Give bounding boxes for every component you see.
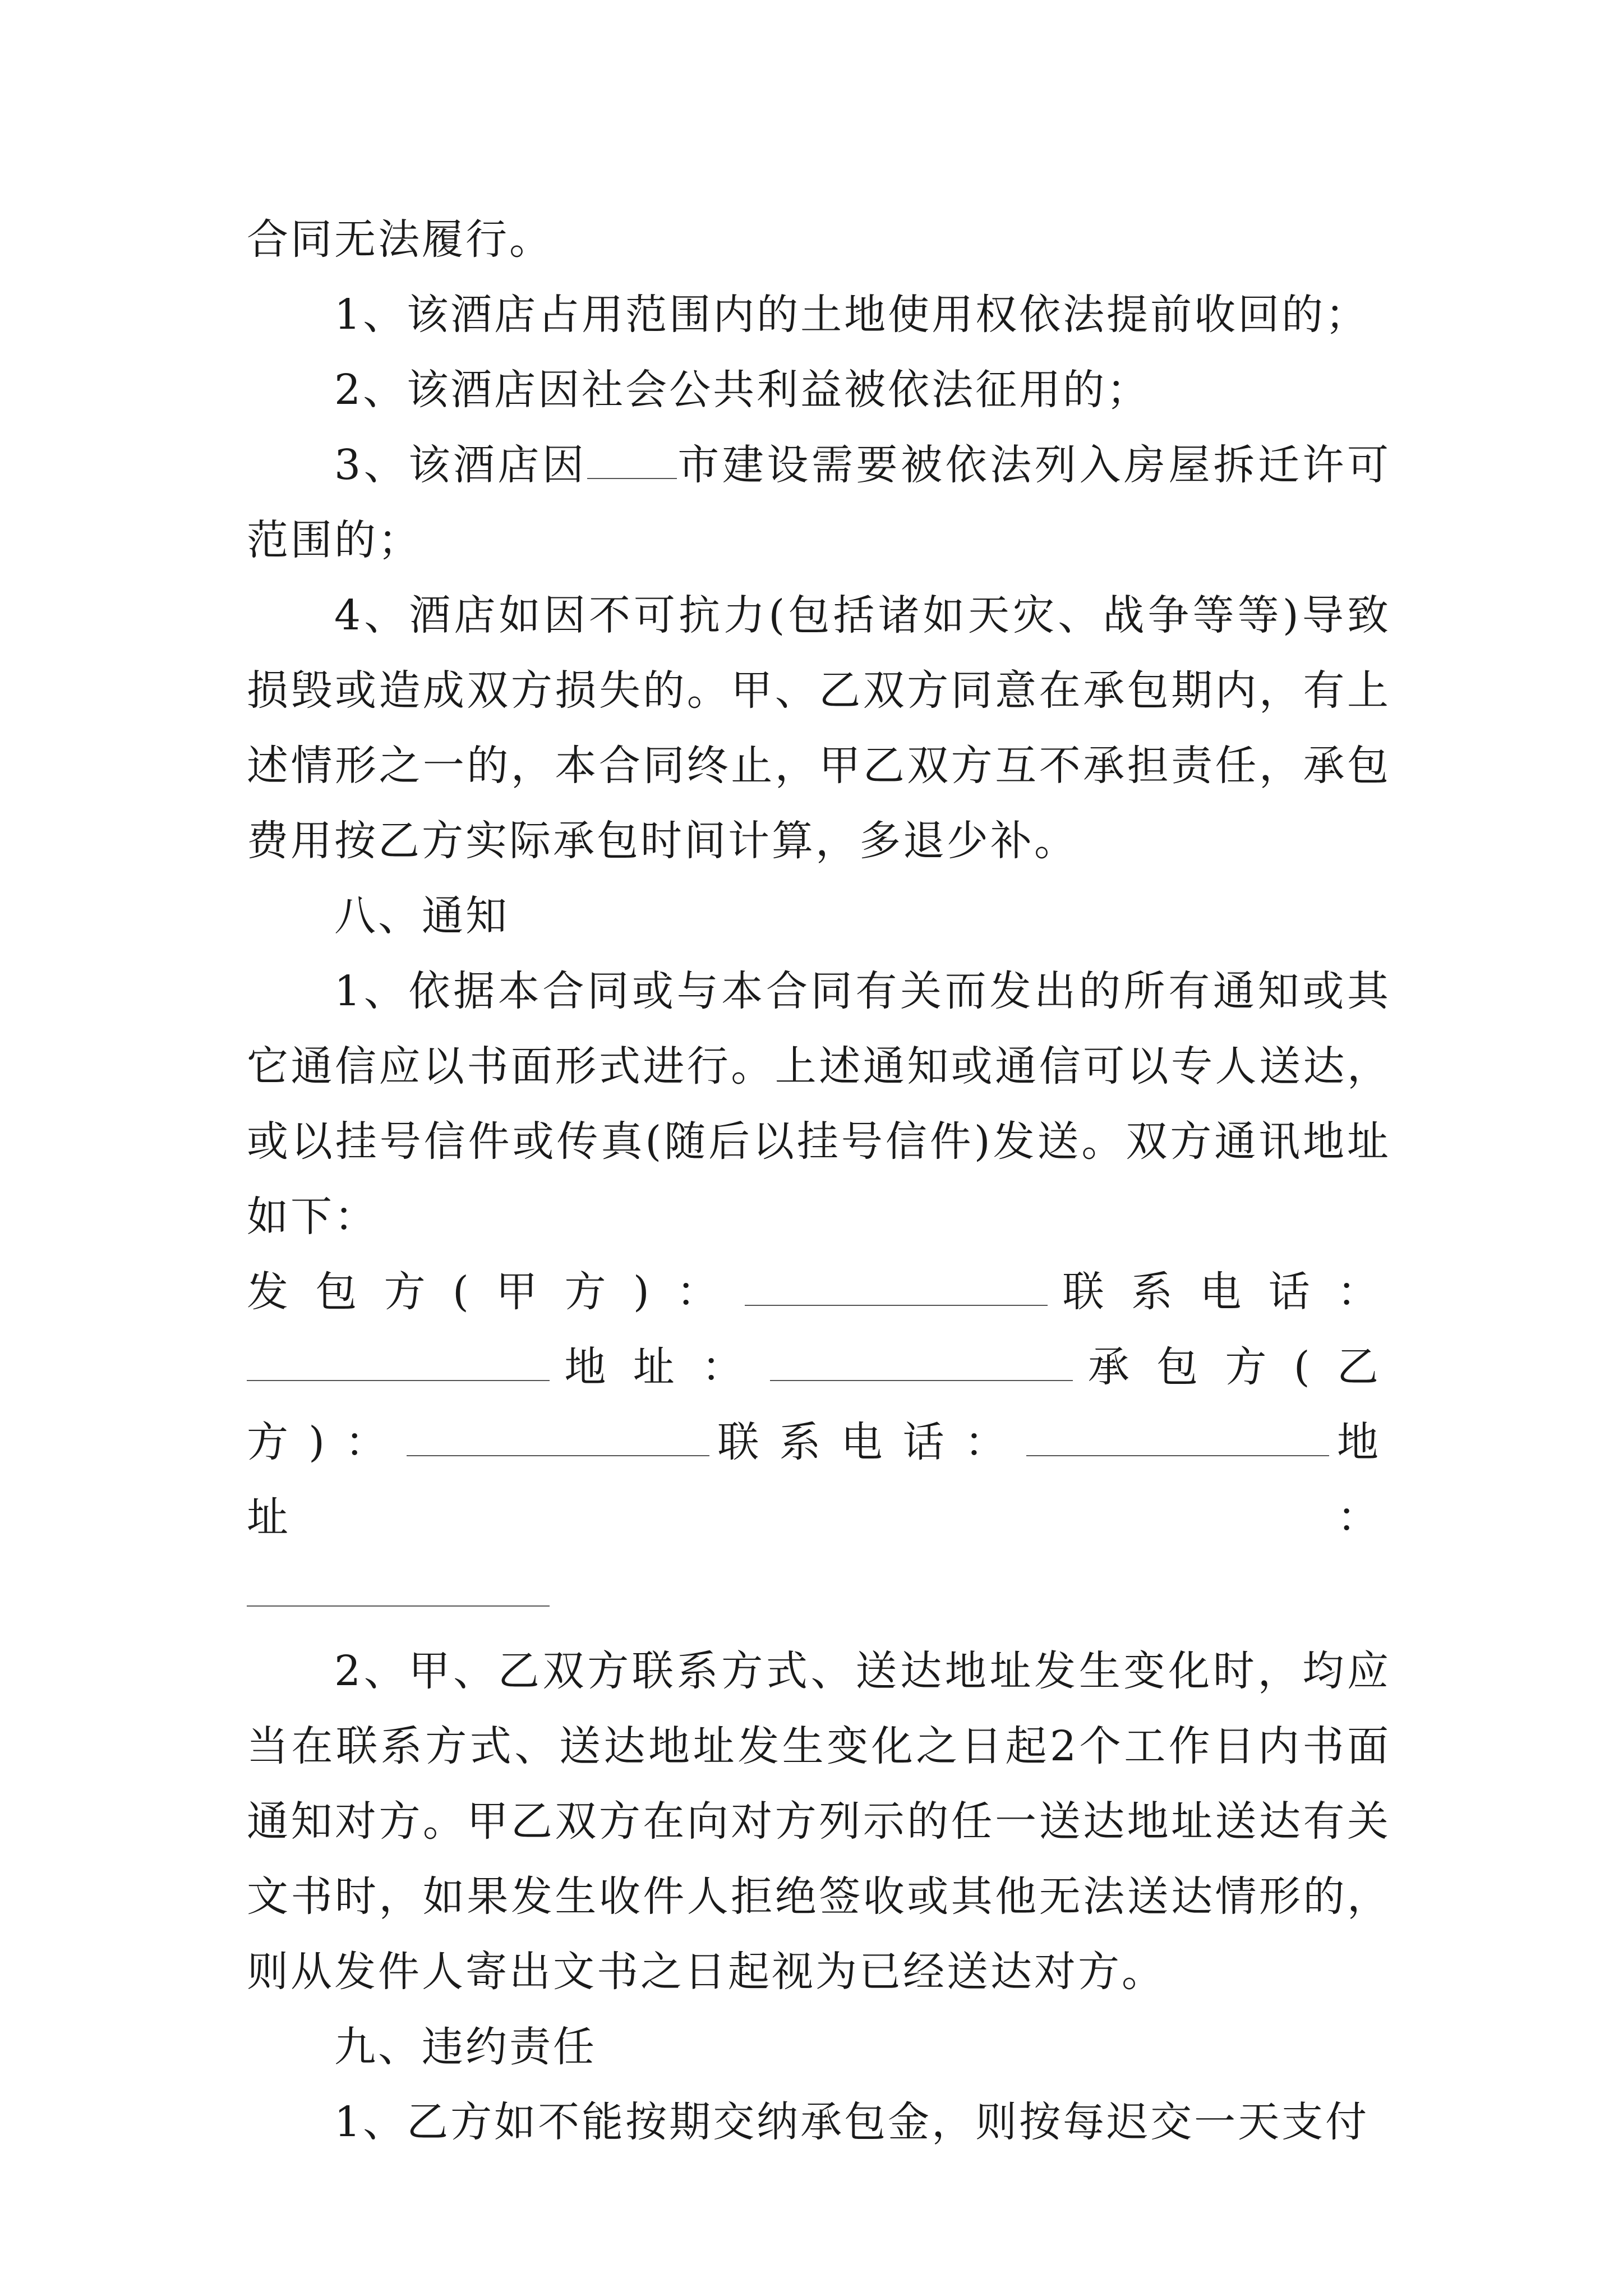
paragraph-text: 4、酒店如因不可抗力(包括诸如天灾、战争等等)导致损毁或造成双方损失的。甲、乙双方同意在承包期内，有上述情形之一的，本合同终止，甲乙双方互不承担责任，承包费用按乙方实际承包时间计算，多退少补。 bbox=[247, 591, 1391, 865]
section-heading-liability bbox=[247, 2009, 1391, 2085]
clause-7-item-4 bbox=[247, 578, 1391, 878]
paragraph-text: 1、依据本合同或与本合同有关而发出的所有通知或其它通信应以书面形式进行。上述通知或通信可以专人送达，或以挂号信件或传真(随后以挂号信件)发送。双方通讯地址如下： bbox=[247, 967, 1391, 1241]
paragraph-text: 2、甲、乙双方联系方式、送达地址发生变化时，均应当在联系方式、送达地址发生变化之日起2个工作日内书面通知对方。甲乙双方在向对方列示的任一送达地址送达有关文书时，如果发生收件人拒绝签收或其他无法送达情形的，则从发件人寄出文书之日起视为已经送达对方。 bbox=[247, 1647, 1391, 1996]
contact-info-last-line bbox=[247, 1555, 1391, 1630]
contact-info-block bbox=[247, 1254, 1391, 1555]
clause-9-item-1 bbox=[247, 2085, 1391, 2160]
section-heading: 九、违约责任 bbox=[334, 2023, 597, 2071]
address-label: 地址： bbox=[247, 1418, 1391, 1542]
fill-in-blank-city bbox=[587, 439, 677, 479]
party-a-label: 发包方(甲方)： bbox=[247, 1268, 745, 1316]
clause-8-item-1 bbox=[247, 954, 1391, 1254]
fill-in-blank-phone-b bbox=[1026, 1416, 1329, 1456]
fill-in-blank-phone-a bbox=[247, 1341, 550, 1381]
paragraph-text: 市建设需要被依法列入房屋拆迁许可范围的； bbox=[247, 441, 1391, 564]
paragraph-text: 3、该酒店因 bbox=[334, 441, 587, 489]
section-heading: 八、通知 bbox=[334, 892, 509, 940]
party-b-label: 承包方(乙方)： bbox=[247, 1343, 1391, 1466]
phone-label: 联系电话： bbox=[1048, 1268, 1391, 1316]
paragraph-continuation bbox=[247, 202, 1391, 277]
section-heading-notice bbox=[247, 878, 1391, 954]
fill-in-blank-address-a bbox=[770, 1341, 1073, 1381]
clause-7-item-1 bbox=[247, 277, 1391, 352]
paragraph-text: 合同无法履行。 bbox=[247, 215, 553, 264]
paragraph-text: 1、乙方如不能按期交纳承包金，则按每迟交一天支付 bbox=[334, 2098, 1370, 2146]
clause-7-item-2 bbox=[247, 352, 1391, 427]
clause-8-item-2 bbox=[247, 1634, 1391, 2009]
address-label: 地址： bbox=[550, 1343, 771, 1391]
clause-7-item-3 bbox=[247, 427, 1391, 578]
document-body bbox=[247, 202, 1391, 2160]
phone-label: 联系电话： bbox=[709, 1418, 1026, 1466]
fill-in-blank-party-b bbox=[407, 1416, 709, 1456]
paragraph-text: 2、该酒店因社会公共利益被依法征用的； bbox=[334, 366, 1151, 414]
fill-in-blank-address-b bbox=[247, 1566, 550, 1607]
paragraph-text: 1、该酒店占用范围内的土地使用权依法提前收回的； bbox=[334, 291, 1370, 339]
fill-in-blank-party-a bbox=[745, 1266, 1048, 1306]
